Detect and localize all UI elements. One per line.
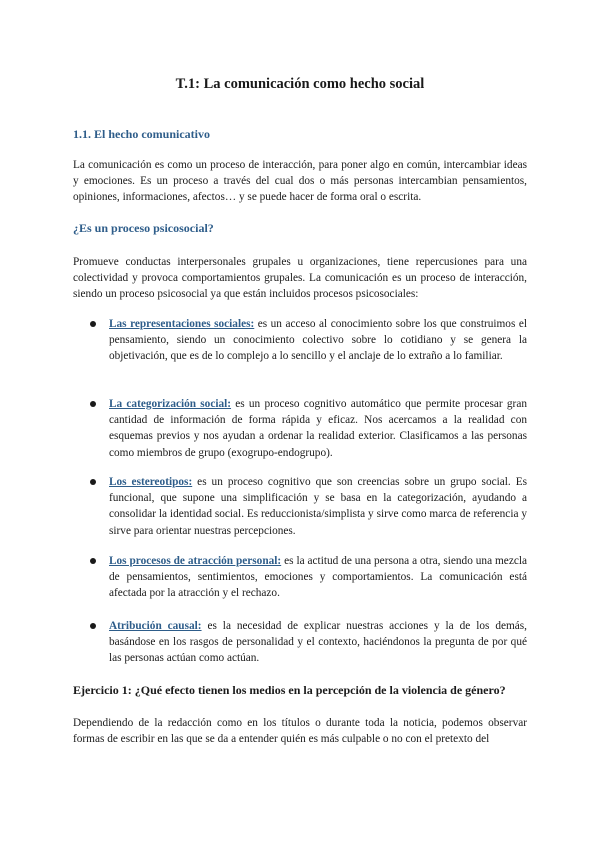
list-item-text: es un proceso cognitivo automático que permite procesar gran cantidad de información de forma rápida y eficaz. Nos acercamos a la realidad con esquemas previos y nos ayudan a ordenar la realidad exterior. Clasificamos a las personas como miembros de grupo (exogrupo-endogrupo). [109,398,527,459]
page-title: T.1: La comunicación como hecho social [175,76,425,92]
list-item [73,553,527,602]
list-item-term: Los procesos de atracción personal: [109,555,282,567]
bullet-icon [90,558,96,564]
list-item [73,396,527,461]
bullet-icon [90,479,96,485]
list-item-text: es un proceso cognitivo que son creencias sobre un grupo social. Es funcional, que supone una simplificación y se basa en la categorización, ayudando a consolidar la identidad social. Es reduccionista/simplista y sirve como marca de referencia y sirve para orientar nuestras percepciones. [109,476,527,537]
list-item [73,474,527,539]
list-item-text: es la necesidad de explicar nuestras acciones y la de los demás, basándose en los rasgos de personalidad y el contexto, haciéndonos la pregunta de por qué las personas actúan como actúan. [109,620,527,665]
intro-paragraph: La comunicación es como un proceso de interacción, para poner algo en común, intercambiar ideas y emociones. Es un proceso a través del cual dos o más personas intercambian pensamientos, opiniones, informaciones, afectos… y se puede hacer de forma oral o escrita. [73,159,527,204]
list-item-term: La categorización social: [109,398,232,410]
exercise-paragraph: Dependiendo de la redacción como en los títulos o durante toda la noticia, podemos observar formas de escribir en las que se da a entender quién es más culpable o no con el pretexto del [73,717,527,746]
bullet-icon [90,321,96,327]
list-item [73,618,527,667]
list-item [73,316,527,365]
list-item-text: es la actitud de una persona a otra, siendo una mezcla de pensamientos, sentimientos, emociones y comportamientos. La comunicación está afectada por la atracción y el rechazo. [109,555,527,600]
exercise-heading: Ejercicio 1: ¿Qué efecto tienen los medios en la percepción de la violencia de género? [73,683,506,697]
list-item-text: es un acceso al conocimiento sobre los que construimos el pensamiento, siendo un conocimiento colectivo sobre lo cotidiano y se genera la objetivación, que es de lo complejo a lo sencillo y el anclaje de lo extraño a lo familiar. [109,318,527,363]
list-item-term: Los estereotipos: [109,476,193,488]
question-heading: ¿Es un proceso psicosocial? [73,221,214,235]
bullet-icon [90,623,96,629]
list-item-term: Las representaciones sociales: [109,318,255,330]
psychosocial-paragraph: Promueve conductas interpersonales grupales u organizaciones, tiene repercusiones para una colectividad y provoca comportamientos grupales. La comunicación es un proceso de interacción, siendo un proceso psicosocial ya que están incluidos procesos psicosociales: [73,256,527,301]
section-heading: 1.1. El hecho comunicativo [73,127,210,141]
bullet-icon [90,401,96,407]
list-item-term: Atribución causal: [109,620,202,632]
